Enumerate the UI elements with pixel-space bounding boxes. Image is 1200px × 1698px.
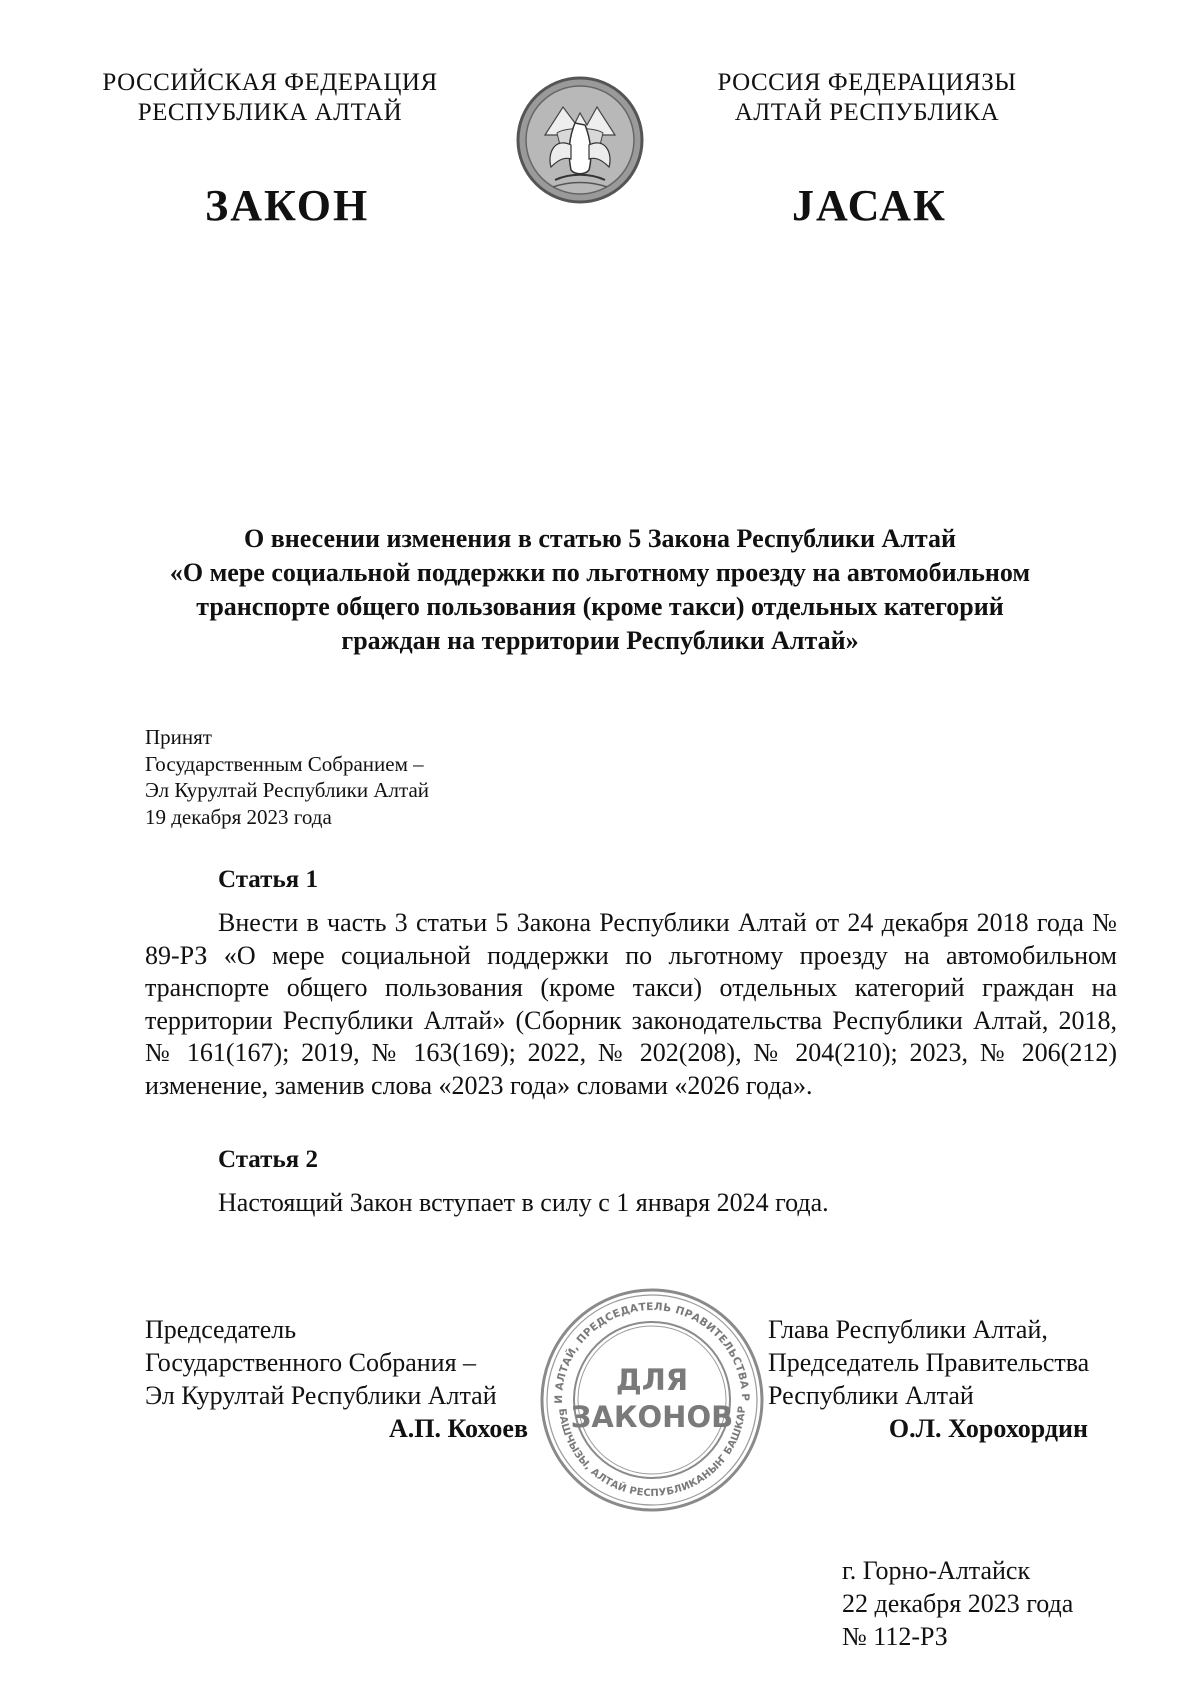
law-title-ru: ЗАКОН [205,181,370,230]
adoption-line: Государственным Собранием – [145,751,424,776]
adoption-line: Эл Курултай Республики Алтай [145,778,430,802]
header-left-line2: РЕСПУБЛИКА АЛТАЙ [137,99,403,126]
header-right [712,68,1022,128]
header-left [95,68,445,128]
title-line: транспорте общего пользования (кроме такси) отдельных категорий [196,592,1004,621]
official-seal-icon [537,1285,767,1515]
law-subject-title [120,522,1080,658]
stamp-center-line2: ЗАКОНОВ [570,1400,734,1434]
title-line: О внесении изменения в статью 5 Закона Республики Алтай [244,524,956,553]
signature-right [768,1313,1128,1445]
signature-left-line: Государственного Собрания – [145,1348,477,1377]
signature-right-line: Республики Алтай [768,1381,974,1410]
stamp-center-line1: ДЛЯ [615,1363,689,1397]
signature-right-name: О.Л. Хорохордин [888,1414,1088,1443]
stamp-ring-top: И АЛТАЙ, ПРЕДСЕДАТЕЛЬ ПРАВИТЕЛЬСТВА Р [552,1300,752,1404]
footer-number: № 112-РЗ [842,1622,948,1651]
article-1-text: Внести в часть 3 статьи 5 Закона Республики Алтай от 24 декабря 2018 года № 89-РЗ «О мере социальной поддержки по льготному проезду на автомобильном транспорте общего пользования (кроме такси) отдельных категорий граждан на территории Республики Алтай» (Сборник законодательства Республики Алтай, 2018, № 161(167); 2019, № 163(169); 2022, № 202(208), № 204(210); 2023, № 206(212) изменение, заменив слова «2023 года» словами «2026 года». [145,908,1117,1100]
article-2-heading: Статья 2 [218,1146,318,1173]
stamp-ring-bottom: БАШЧЫЗЫ, АЛТАЙ РЕСПУБЛИКАНЫҤ БАШКАР [556,1405,749,1500]
adoption-block [145,724,429,830]
signature-left-line: Председатель [145,1315,297,1344]
signature-left [145,1313,545,1445]
header-right-line2: АЛТАЙ РЕСПУБЛИКА [734,99,1000,126]
adoption-line: 19 декабря 2023 года [145,804,332,829]
title-line: «О мере социальной поддержки по льготному проезду на автомобильном [169,558,1031,587]
title-line: граждан на территории Республики Алтай» [341,626,859,655]
footer-city: г. Горно-Алтайск [842,1556,1031,1585]
article-1-heading: Статья 1 [218,866,318,893]
header-right-line1: РОССИЯ ФЕДЕРАЦИЯЗЫ [717,69,1017,96]
header-left-line1: РОССИЙСКАЯ ФЕДЕРАЦИЯ [102,69,438,96]
article-2-text: Настоящий Закон вступает в силу с 1 января 2024 года. [218,1188,829,1217]
signature-left-line: Эл Курултай Республики Алтай [145,1381,497,1410]
footer-block [842,1554,1142,1653]
signature-right-line: Председатель Правительства [768,1348,1090,1377]
footer-date: 22 декабря 2023 года [842,1589,1074,1618]
signature-right-line: Глава Республики Алтай, [768,1315,1048,1344]
coat-of-arms-icon [515,75,645,205]
adoption-line: Принят [145,725,212,749]
signature-left-name: А.П. Кохоев [388,1414,528,1443]
law-title-altai: JАСАК [792,181,947,230]
